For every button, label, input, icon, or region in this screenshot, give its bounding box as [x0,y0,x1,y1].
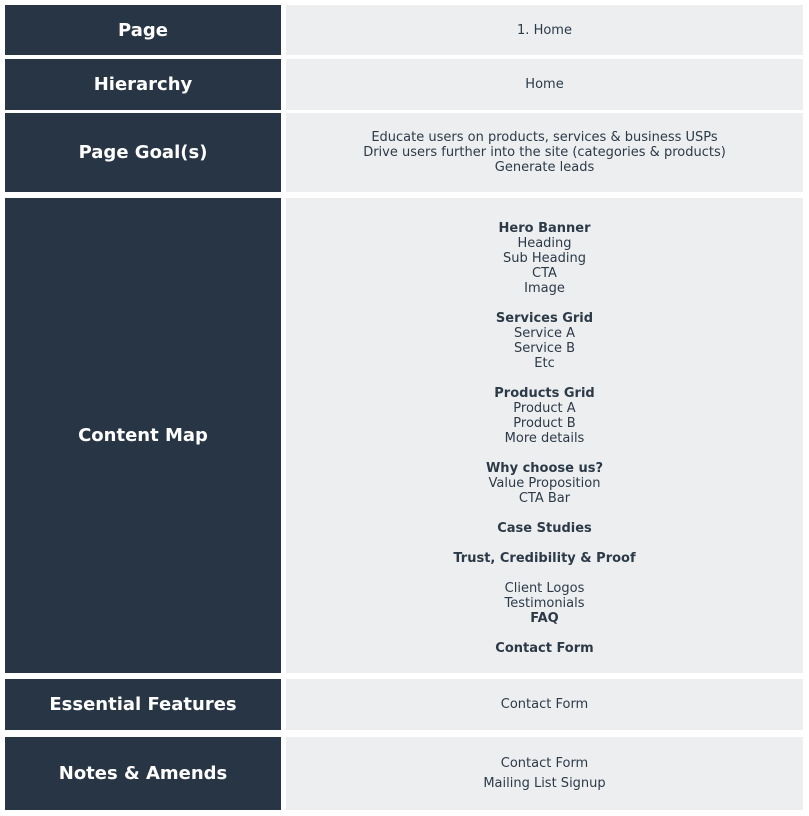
section-why-choose-us [486,461,603,506]
label-page-goals: Page Goal(s) [5,113,281,192]
section-title: Contact Form [495,641,594,656]
section-title: Services Grid [495,311,594,326]
value-page: 1. Home [286,5,803,55]
section-trust-credibility [453,551,635,566]
section-hero-banner [499,221,591,296]
section-title: Products Grid [494,386,595,401]
label-notes-amends: Notes & Amends [5,737,281,810]
section-item: Product A [513,401,576,416]
section-item: Heading [517,236,572,251]
section-item: Value Proposition [488,476,601,491]
label-hierarchy: Hierarchy [5,59,281,110]
label-content-map: Content Map [5,198,281,673]
section-item: CTA [532,266,557,281]
section-item: Service B [513,341,576,356]
section-item: Image [524,281,565,296]
page-goal-line: Generate leads [494,160,595,175]
label-essential-features: Essential Features [5,679,281,730]
value-hierarchy: Home [286,59,803,110]
section-title: Hero Banner [498,221,591,236]
section-item: Product B [513,416,576,431]
section-title: Case Studies [497,521,592,536]
page-goal-line: Educate users on products, services & business USPs [371,130,718,145]
section-case-studies [497,521,592,536]
notes-line: Contact Form [500,755,589,771]
section-title: FAQ [530,611,559,626]
section-item: Client Logos [504,581,585,596]
section-title: Trust, Credibility & Proof [453,551,636,566]
section-products-grid [494,386,594,446]
value-page-goals [286,113,803,192]
section-item: Service A [513,326,576,341]
page-goal-line: Drive users further into the site (categories & products) [363,145,726,160]
value-content-map [286,198,803,673]
section-title: Why choose us? [485,461,604,476]
label-page: Page [5,5,281,55]
section-item: More details [504,431,585,446]
section-item: CTA Bar [518,491,571,506]
section-item: Etc [534,356,555,371]
value-essential-features: Contact Form [286,679,803,730]
section-item: Sub Heading [503,251,586,266]
section-contact-form [495,641,593,656]
notes-line: Mailing List Signup [483,775,606,791]
section-services-grid [496,311,593,371]
value-notes-amends [286,737,803,810]
section-item: Testimonials [504,596,585,611]
section-faq [504,581,584,626]
